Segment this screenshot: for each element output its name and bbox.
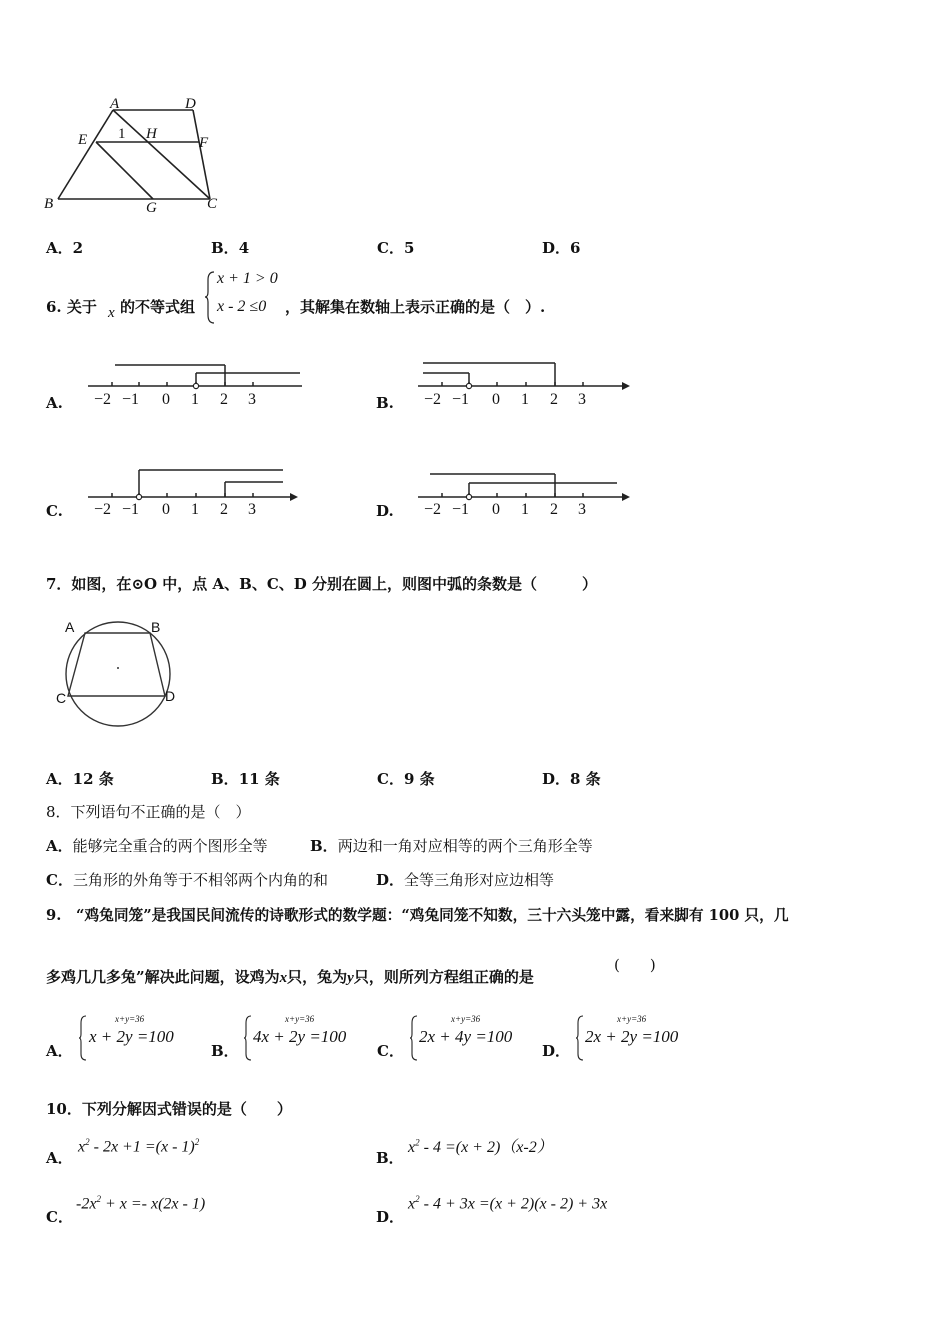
q5-option-b[interactable]: B．4 [211, 239, 250, 257]
label-a: A [110, 96, 120, 112]
q10-option-a-expression: $x^2 - 2x +1 =(x - 1)^2$ [78, 1137, 200, 1156]
q7-option-b[interactable]: B．11 条 [211, 770, 280, 788]
q7-option-c[interactable]: C．9 条 [377, 770, 435, 788]
q7-stem: 7．如图，在⊙O 中，点 A、B、C、D 分别在圆上，则图中弧的条数是（ ） [46, 575, 598, 593]
q5-option-c[interactable]: C．5 [377, 239, 415, 257]
label-g: G [146, 200, 157, 216]
label-b: B [44, 196, 54, 212]
label-angle-1: 1 [118, 126, 126, 142]
q7-label-d: D [165, 688, 176, 704]
q10-option-d-letter[interactable]: D． [376, 1208, 405, 1226]
q9-option-a-condition: x+y=36 [115, 1014, 145, 1024]
q5-option-d[interactable]: D．6 [542, 239, 581, 257]
q7-option-d[interactable]: D．8 条 [542, 770, 601, 788]
q9-option-c-letter[interactable]: C． [377, 1042, 404, 1060]
q10-stem: 10．下列分解因式错误的是（ ） [46, 1100, 292, 1118]
q6-option-a-numberline[interactable] [80, 355, 310, 395]
q9-option-a-brace [78, 1014, 88, 1062]
q7-label-a: A [65, 619, 75, 635]
q9-option-b-brace [243, 1014, 253, 1062]
q8-stem: 8．下列语句不正确的是（ ） [46, 803, 251, 821]
q9-stem-line1: 9. “鸡兔同笼”是我国民间流传的诗歌形式的数学题：“鸡兔同笼不知数，三十六头笼中露，看来脚有 100 只，几 [46, 907, 789, 924]
q9-option-d-brace [575, 1014, 585, 1062]
q9-option-c-condition: x+y=36 [451, 1014, 481, 1024]
q9-option-d-condition: x+y=36 [617, 1014, 647, 1024]
q6-option-a-letter[interactable]: A. [46, 394, 63, 412]
q7-option-a[interactable]: A．12 条 [46, 770, 114, 788]
q6-stem-start: 6. 关于 [46, 298, 97, 316]
q9-option-b-equation: 4x + 2y =100 [253, 1027, 347, 1046]
label-e: E [78, 132, 88, 148]
q8-option-a[interactable]: A．能够完全重合的两个图形全等 [46, 837, 268, 855]
q9-option-a-letter[interactable]: A． [46, 1042, 73, 1060]
q10-option-d-expression: $x^2 - 4 + 3x =(x + 2)(x - 2) + 3x$ [408, 1194, 608, 1213]
q6-option-c-letter[interactable]: C. [46, 502, 63, 520]
q6-brace [204, 270, 216, 325]
q6-option-b-letter[interactable]: B. [376, 394, 394, 412]
q7-label-c: C [56, 690, 67, 706]
q6-inequality-2: x - 2 ≤0 [217, 298, 267, 315]
label-f: F [199, 135, 209, 151]
q6-stem-end: ，其解集在数轴上表示正确的是（ ）. [285, 298, 546, 316]
q8-option-b[interactable]: B．两边和一角对应相等的两个三角形全等 [310, 837, 593, 855]
q10-option-b-expression: $x^2 - 4 =(x + 2)(x-2)$ [408, 1137, 553, 1156]
label-h: H [146, 126, 157, 142]
q6-option-b-numberline[interactable] [410, 355, 635, 395]
q7-circle-figure [55, 620, 185, 730]
q8-option-d[interactable]: D．全等三角形对应边相等 [376, 871, 555, 889]
q10-option-c-letter[interactable]: C． [46, 1208, 73, 1226]
q9-option-b-letter[interactable]: B． [211, 1042, 239, 1060]
q10-option-c-expression: $-2x^2 + x =- x(2x - 1)$ [76, 1194, 206, 1213]
q10-option-b-letter[interactable]: B． [376, 1149, 404, 1167]
q9-stem-line2: 多鸡几几多兔”解决此问题，设鸡为x只，兔为y只，则所列方程组正确的是 [46, 968, 534, 986]
q8-option-c[interactable]: C．三角形的外角等于不相邻两个内角的和 [46, 871, 328, 889]
q6-stem-mid: 的不等式组 [120, 298, 196, 316]
q9-option-c-equation: 2x + 4y =100 [419, 1027, 513, 1046]
q7-label-b: B [151, 619, 161, 635]
segment-eg [96, 142, 153, 199]
q6-variable: x [108, 305, 115, 321]
q9-option-d-letter[interactable]: D． [542, 1042, 571, 1060]
q9-option-d-equation: 2x + 2y =100 [585, 1027, 679, 1046]
q10-option-a-letter[interactable]: A． [46, 1149, 73, 1167]
q9-option-a-equation: x + 2y =100 [89, 1027, 174, 1046]
q9-option-c-brace [409, 1014, 419, 1062]
label-c: C [207, 196, 218, 212]
q9-option-b-condition: x+y=36 [285, 1014, 315, 1024]
q6-option-d-numberline[interactable] [410, 465, 635, 505]
q9-answer-paren: ( ) [614, 956, 656, 974]
q6-option-c-numberline[interactable] [80, 465, 310, 505]
segment-ab [58, 110, 113, 199]
q6-inequality-1: x + 1 > 0 [217, 270, 278, 287]
q5-option-a[interactable]: A．2 [46, 239, 84, 257]
q6-option-d-letter[interactable]: D. [376, 502, 394, 520]
label-d: D [185, 96, 196, 112]
